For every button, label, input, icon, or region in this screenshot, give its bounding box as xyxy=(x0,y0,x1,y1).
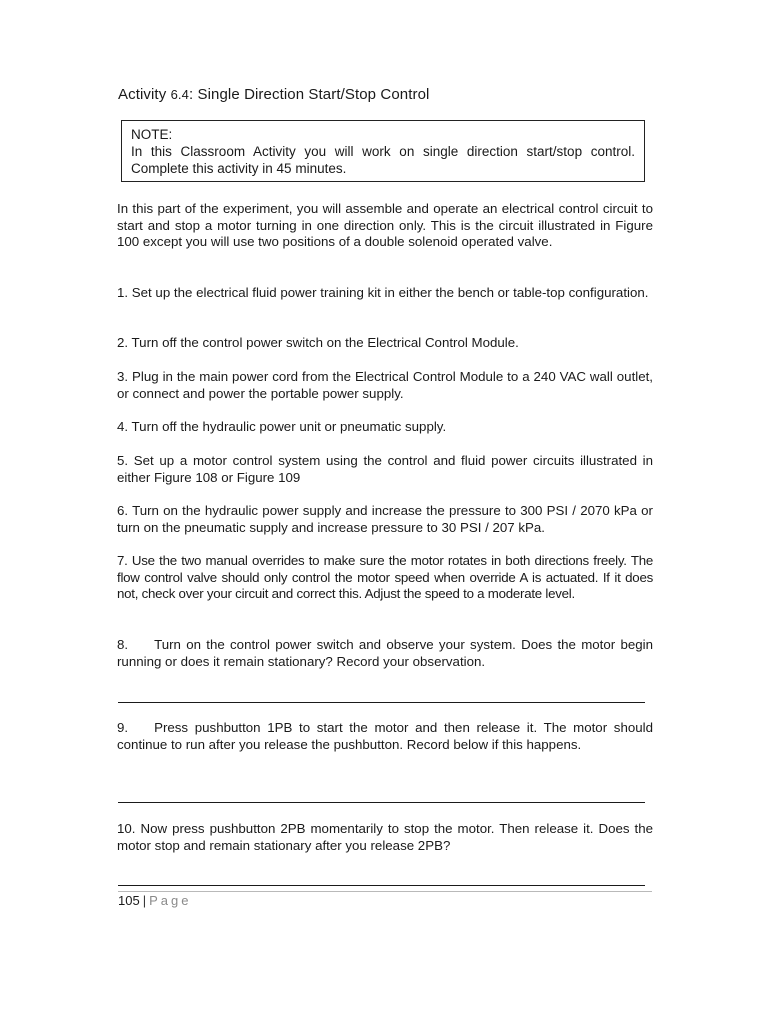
step-9 xyxy=(117,720,653,753)
step-1: 1. Set up the electrical fluid power training kit in either the bench or table-top configuration. xyxy=(117,285,649,300)
activity-title-text: : Single Direction Start/Stop Control xyxy=(188,86,430,103)
activity-number: 6.4 xyxy=(170,87,189,102)
page-footer xyxy=(118,893,191,908)
answer-line-step-10 xyxy=(118,885,645,886)
step-4: 4. Turn off the hydraulic power unit or pneumatic supply. xyxy=(117,419,447,434)
step-8-number: 8. xyxy=(117,637,129,652)
activity-title xyxy=(118,86,429,103)
step-9-text: Press pushbutton 1PB to start the motor and then release it. The motor should continue to run after you release the pushbutton. Record below if this happens. xyxy=(117,720,653,752)
note-body: In this Classroom Activity you will work on single direction start/stop control. Complete this activity in 45 minutes. xyxy=(131,144,635,176)
intro-paragraph: In this part of the experiment, you will assemble and operate an electrical control circuit to start and stop a motor turning in one direction only. This is the circuit illustrated in Figure 100 except you will use two positions of a double solenoid operated valve. xyxy=(117,201,653,250)
answer-line-step-8 xyxy=(118,702,645,703)
answer-line-step-9 xyxy=(118,802,645,803)
step-10: 10. Now press pushbutton 2PB momentarily to stop the motor. Then release it. Does the motor stop and remain stationary after you release 2PB? xyxy=(117,821,653,853)
step-6: 6. Turn on the hydraulic power supply and increase the pressure to 300 PSI / 2070 kPa or turn on the pneumatic supply and increase pressure to 30 PSI / 207 kPa. xyxy=(117,503,653,535)
step-5: 5. Set up a motor control system using the control and fluid power circuits illustrated in either Figure 108 or Figure 109 xyxy=(117,453,653,485)
page-number: 105 xyxy=(118,893,140,908)
note-box xyxy=(121,120,645,182)
activity-prefix: Activity xyxy=(118,86,167,103)
page-label: Page xyxy=(149,893,192,908)
step-8 xyxy=(117,637,653,670)
step-3: 3. Plug in the main power cord from the Electrical Control Module to a 240 VAC wall outlet, or connect and power the portable power supply. xyxy=(117,369,653,401)
step-8-text: Turn on the control power switch and observe your system. Does the motor begin running or does it remain stationary? Record your observation. xyxy=(117,637,653,669)
footer-separator: | xyxy=(142,893,147,908)
step-7: 7. Use the two manual overrides to make sure the motor rotates in both directions freely. The flow control valve should only control the motor speed when override A is actuated. If it does not, check over your circuit and correct this. Adjust the speed to a moderate level. xyxy=(117,553,653,602)
step-9-number: 9. xyxy=(117,720,129,735)
footer-rule xyxy=(118,891,652,892)
step-2: 2. Turn off the control power switch on the Electrical Control Module. xyxy=(117,335,519,350)
note-heading: NOTE: xyxy=(131,127,173,142)
